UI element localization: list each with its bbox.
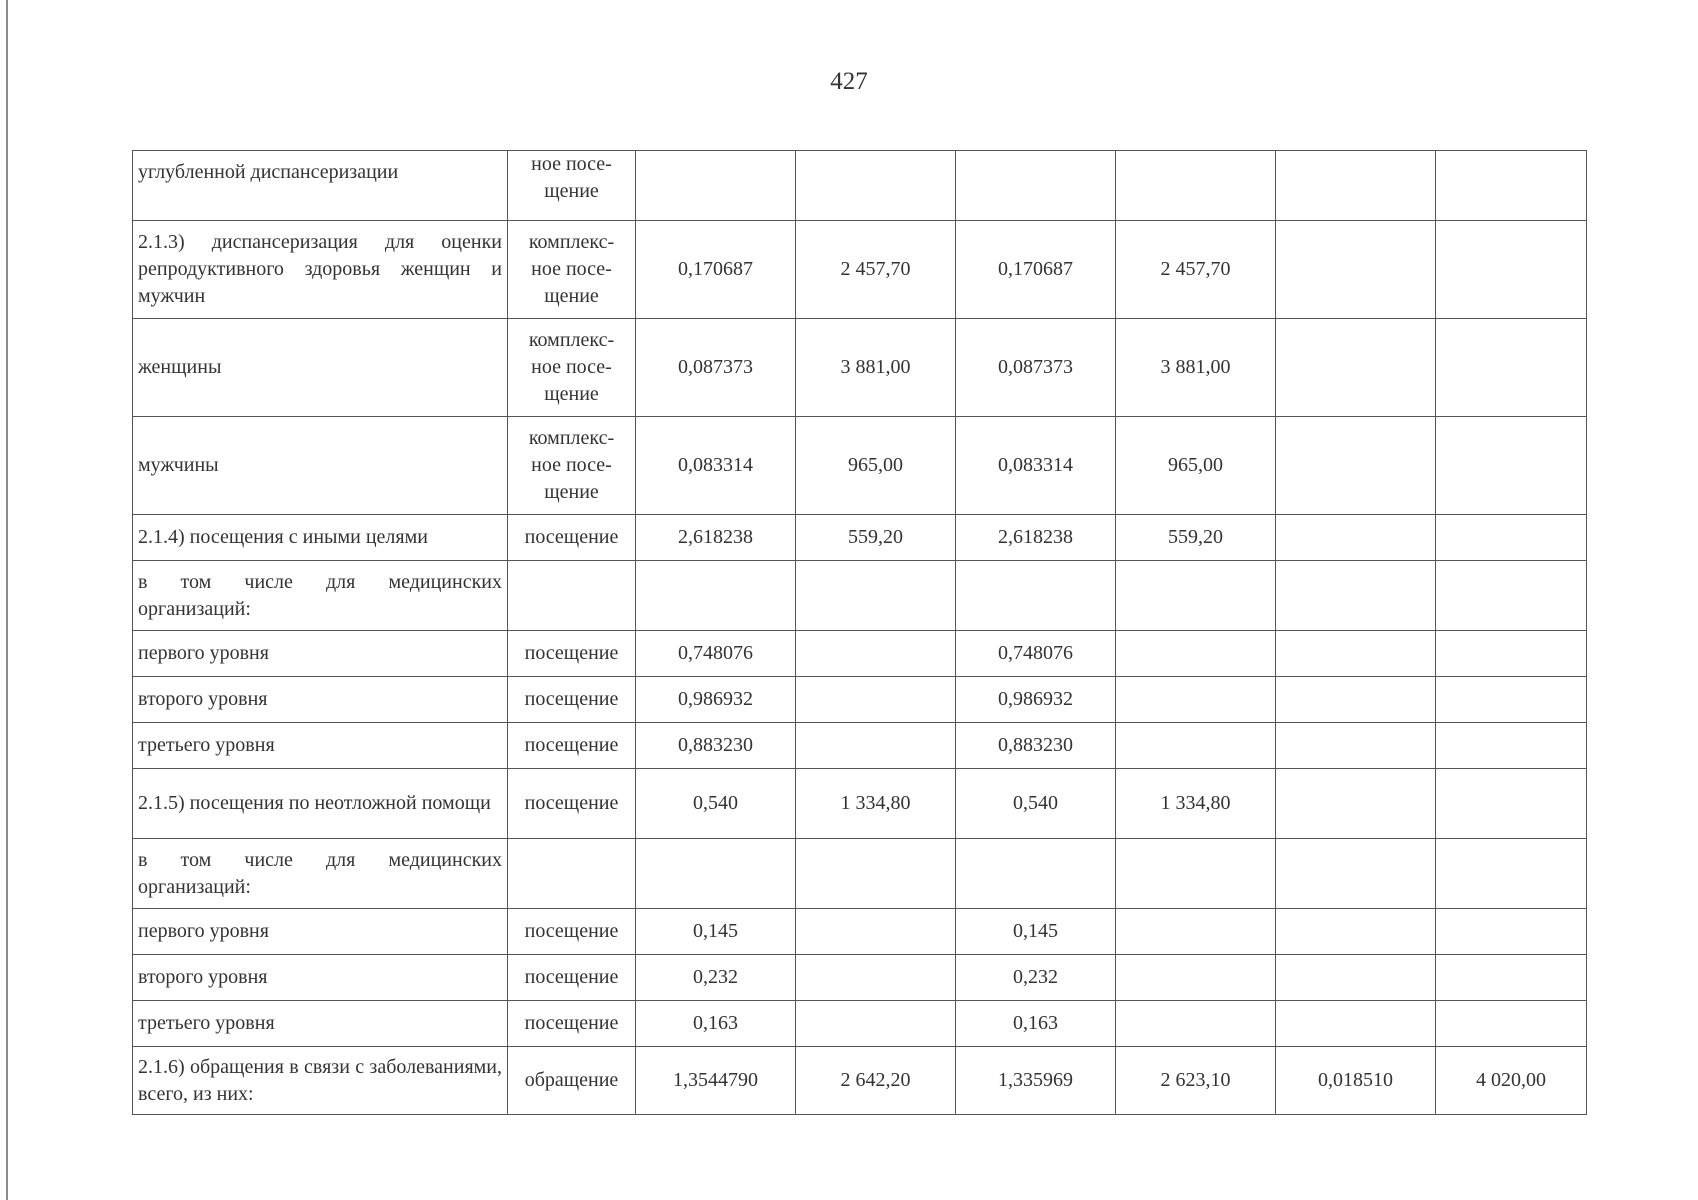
table-row	[133, 839, 1587, 909]
value-cell	[1276, 515, 1436, 561]
value-cell	[1436, 839, 1587, 909]
value-cell	[1436, 319, 1587, 417]
table-row	[133, 319, 1587, 417]
value-cell	[796, 677, 956, 723]
table-row	[133, 677, 1587, 723]
value-cell: 2 623,10	[1116, 1047, 1276, 1115]
row-label: первого уровня	[133, 909, 508, 955]
unit-cell	[508, 319, 636, 417]
value-cell	[1276, 221, 1436, 319]
value-cell	[1276, 769, 1436, 839]
unit-cell: посещение	[508, 677, 636, 723]
table-row	[133, 909, 1587, 955]
value-cell	[1116, 723, 1276, 769]
table-row	[133, 417, 1587, 515]
table-row	[133, 221, 1587, 319]
value-cell	[796, 1001, 956, 1047]
table-row	[133, 631, 1587, 677]
unit-line: комплекс-	[528, 427, 615, 449]
value-cell: 559,20	[1116, 515, 1276, 561]
value-cell	[1436, 417, 1587, 515]
value-cell: 4 020,00	[1436, 1047, 1587, 1115]
value-cell	[1276, 151, 1436, 221]
value-cell	[796, 723, 956, 769]
unit-cell	[508, 561, 636, 631]
value-cell: 2 457,70	[796, 221, 956, 319]
unit-cell: посещение	[508, 631, 636, 677]
value-cell: 2 457,70	[1116, 221, 1276, 319]
value-cell	[1436, 677, 1587, 723]
value-cell: 0,087373	[956, 319, 1116, 417]
table-row	[133, 561, 1587, 631]
unit-line: ное посе-	[531, 454, 612, 476]
value-cell	[1116, 839, 1276, 909]
row-label: второго уровня	[133, 955, 508, 1001]
value-cell: 0,540	[956, 769, 1116, 839]
row-label: второго уровня	[133, 677, 508, 723]
row-label: углубленной диспансеризации	[133, 151, 508, 221]
data-table	[132, 150, 1587, 1115]
value-cell: 2,618238	[956, 515, 1116, 561]
row-label: третьего уровня	[133, 1001, 508, 1047]
value-cell	[1276, 839, 1436, 909]
value-cell: 2 642,20	[796, 1047, 956, 1115]
value-cell: 0,163	[636, 1001, 796, 1047]
table-row	[133, 769, 1587, 839]
value-cell: 0,986932	[956, 677, 1116, 723]
value-cell	[1436, 515, 1587, 561]
value-cell: 0,083314	[956, 417, 1116, 515]
page-number: 427	[830, 68, 868, 95]
value-cell	[796, 631, 956, 677]
value-cell	[796, 561, 956, 631]
unit-cell	[508, 839, 636, 909]
value-cell: 0,170687	[636, 221, 796, 319]
unit-line: щение	[544, 383, 599, 405]
value-cell: 0,748076	[636, 631, 796, 677]
value-cell	[636, 151, 796, 221]
value-cell: 1 334,80	[796, 769, 956, 839]
unit-cell: посещение	[508, 955, 636, 1001]
table-row	[133, 955, 1587, 1001]
table-row	[133, 723, 1587, 769]
unit-line: ное посе-	[531, 356, 612, 378]
value-cell	[956, 561, 1116, 631]
value-cell	[1436, 561, 1587, 631]
value-cell	[636, 839, 796, 909]
unit-cell	[508, 221, 636, 319]
value-cell	[1436, 631, 1587, 677]
value-cell: 1,3544790	[636, 1047, 796, 1115]
unit-cell: посещение	[508, 515, 636, 561]
unit-line: щение	[544, 481, 599, 503]
value-cell	[1276, 955, 1436, 1001]
row-label: мужчины	[133, 417, 508, 515]
value-cell	[956, 151, 1116, 221]
value-cell: 0,883230	[636, 723, 796, 769]
row-label: женщины	[133, 319, 508, 417]
value-cell	[1276, 631, 1436, 677]
row-label: в том числе для медицинских организаций:	[133, 561, 508, 631]
value-cell	[1436, 769, 1587, 839]
value-cell	[796, 839, 956, 909]
row-label: 2.1.3) диспансеризация для оценки репродуктивного здоровья женщин и мужчин	[133, 221, 508, 319]
value-cell	[636, 561, 796, 631]
unit-line: щение	[544, 180, 599, 202]
table-row	[133, 151, 1587, 221]
value-cell: 965,00	[796, 417, 956, 515]
value-cell	[1116, 955, 1276, 1001]
value-cell: 0,748076	[956, 631, 1116, 677]
unit-line: комплекс-	[528, 231, 615, 253]
value-cell	[1116, 151, 1276, 221]
value-cell: 0,083314	[636, 417, 796, 515]
unit-line: комплекс-	[528, 329, 615, 351]
value-cell	[1116, 1001, 1276, 1047]
value-cell	[1116, 631, 1276, 677]
row-label: третьего уровня	[133, 723, 508, 769]
table-row	[133, 1001, 1587, 1047]
row-label: 2.1.4) посещения с иными целями	[133, 515, 508, 561]
value-cell	[1276, 561, 1436, 631]
value-cell	[796, 909, 956, 955]
value-cell	[796, 151, 956, 221]
value-cell	[1436, 723, 1587, 769]
row-label: первого уровня	[133, 631, 508, 677]
value-cell	[1436, 151, 1587, 221]
value-cell	[1276, 417, 1436, 515]
value-cell: 0,540	[636, 769, 796, 839]
value-cell	[1116, 561, 1276, 631]
value-cell: 0,883230	[956, 723, 1116, 769]
value-cell: 0,232	[956, 955, 1116, 1001]
value-cell: 0,018510	[1276, 1047, 1436, 1115]
value-cell	[1436, 221, 1587, 319]
value-cell	[1276, 319, 1436, 417]
value-cell	[1436, 1001, 1587, 1047]
value-cell	[796, 955, 956, 1001]
value-cell: 3 881,00	[1116, 319, 1276, 417]
value-cell: 0,232	[636, 955, 796, 1001]
value-cell	[1116, 677, 1276, 723]
row-label: 2.1.5) посещения по неотложной помощи	[133, 769, 508, 839]
scan-edge-line	[6, 0, 8, 1200]
unit-cell	[508, 417, 636, 515]
value-cell: 965,00	[1116, 417, 1276, 515]
value-cell	[1436, 909, 1587, 955]
value-cell	[1276, 677, 1436, 723]
unit-cell: посещение	[508, 1001, 636, 1047]
value-cell	[1276, 909, 1436, 955]
value-cell	[1436, 955, 1587, 1001]
unit-line: ное посе-	[531, 258, 612, 280]
value-cell: 3 881,00	[796, 319, 956, 417]
row-label: 2.1.6) обращения в связи с заболеваниями, всего, из них:	[133, 1047, 508, 1115]
value-cell	[1276, 1001, 1436, 1047]
value-cell: 2,618238	[636, 515, 796, 561]
value-cell: 0,986932	[636, 677, 796, 723]
unit-cell: посещение	[508, 769, 636, 839]
value-cell: 1 334,80	[1116, 769, 1276, 839]
value-cell: 0,145	[636, 909, 796, 955]
value-cell	[956, 839, 1116, 909]
table-row	[133, 515, 1587, 561]
unit-cell: посещение	[508, 723, 636, 769]
row-label: в том числе для медицинских организаций:	[133, 839, 508, 909]
unit-cell: обращение	[508, 1047, 636, 1115]
value-cell: 559,20	[796, 515, 956, 561]
unit-cell	[508, 151, 636, 221]
unit-line: щение	[544, 285, 599, 307]
value-cell: 0,170687	[956, 221, 1116, 319]
unit-line: ное посе-	[531, 153, 612, 175]
value-cell: 0,163	[956, 1001, 1116, 1047]
table-row	[133, 1047, 1587, 1115]
value-cell	[1116, 909, 1276, 955]
value-cell: 0,145	[956, 909, 1116, 955]
value-cell	[1276, 723, 1436, 769]
unit-cell: посещение	[508, 909, 636, 955]
value-cell: 0,087373	[636, 319, 796, 417]
value-cell: 1,335969	[956, 1047, 1116, 1115]
